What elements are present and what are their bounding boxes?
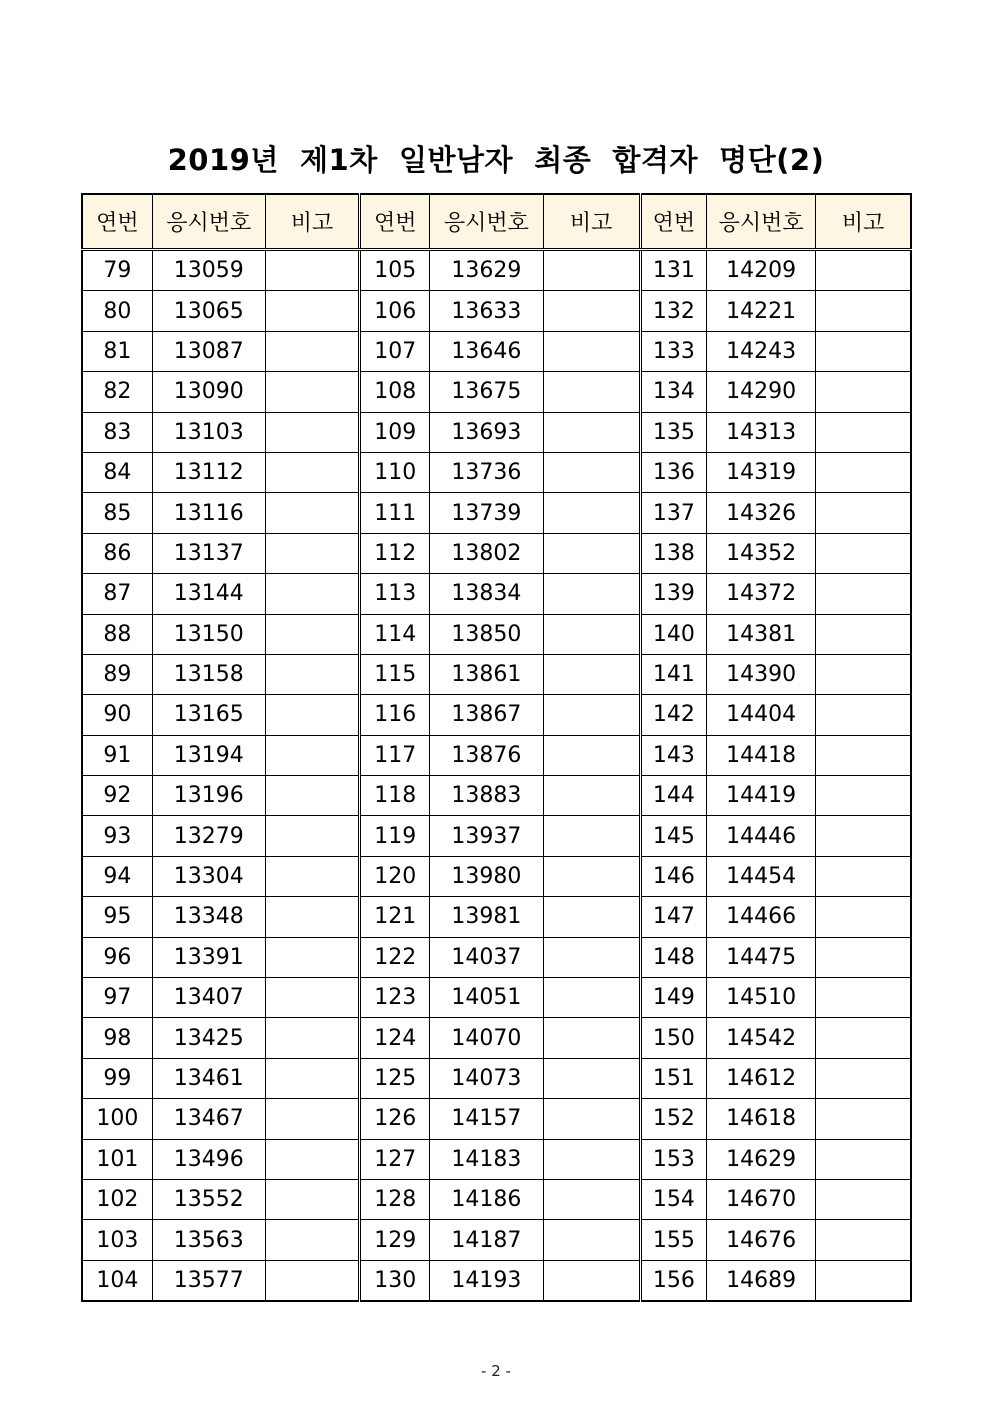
exam-number-cell: 14475 xyxy=(706,937,815,977)
serial-number-cell: 92 xyxy=(82,776,152,816)
table-row xyxy=(82,1018,911,1058)
exam-number-cell: 13103 xyxy=(152,412,265,452)
serial-number-cell: 118 xyxy=(360,776,430,816)
serial-number-cell: 155 xyxy=(640,1220,706,1260)
serial-number-cell: 140 xyxy=(640,614,706,654)
serial-number-cell: 141 xyxy=(640,654,706,694)
exam-number-cell: 13577 xyxy=(152,1260,265,1301)
serial-number-cell: 114 xyxy=(360,614,430,654)
exam-number-cell: 14183 xyxy=(430,1139,543,1179)
exam-number-cell: 13552 xyxy=(152,1179,265,1219)
serial-number-cell: 144 xyxy=(640,776,706,816)
exam-number-cell: 14243 xyxy=(706,331,815,371)
exam-number-cell: 14446 xyxy=(706,816,815,856)
remark-cell xyxy=(265,735,359,775)
exam-number-cell: 14313 xyxy=(706,412,815,452)
exam-number-cell: 13158 xyxy=(152,654,265,694)
remark-cell xyxy=(816,574,911,614)
exam-number-cell: 14510 xyxy=(706,978,815,1018)
remark-cell xyxy=(543,897,640,937)
serial-number-cell: 107 xyxy=(360,331,430,371)
table-row xyxy=(82,978,911,1018)
serial-number-cell: 132 xyxy=(640,291,706,331)
serial-number-cell: 123 xyxy=(360,978,430,1018)
exam-number-cell: 14676 xyxy=(706,1220,815,1260)
exam-number-cell: 14186 xyxy=(430,1179,543,1219)
remark-cell xyxy=(543,735,640,775)
header-no: 연번 xyxy=(640,194,706,250)
remark-cell xyxy=(543,937,640,977)
serial-number-cell: 105 xyxy=(360,250,430,291)
exam-number-cell: 13196 xyxy=(152,776,265,816)
table-row xyxy=(82,695,911,735)
exam-number-cell: 14612 xyxy=(706,1058,815,1098)
exam-number-cell: 13981 xyxy=(430,897,543,937)
exam-number-cell: 13112 xyxy=(152,452,265,492)
remark-cell xyxy=(265,250,359,291)
remark-cell xyxy=(816,816,911,856)
serial-number-cell: 143 xyxy=(640,735,706,775)
table-row xyxy=(82,574,911,614)
exam-number-cell: 14290 xyxy=(706,372,815,412)
serial-number-cell: 121 xyxy=(360,897,430,937)
remark-cell xyxy=(543,614,640,654)
exam-number-cell: 13144 xyxy=(152,574,265,614)
page-title: 2019년 제1차 일반남자 최종 합격자 명단(2) xyxy=(167,143,825,177)
exam-number-cell: 13675 xyxy=(430,372,543,412)
remark-cell xyxy=(816,1099,911,1139)
serial-number-cell: 99 xyxy=(82,1058,152,1098)
serial-number-cell: 152 xyxy=(640,1099,706,1139)
serial-number-cell: 122 xyxy=(360,937,430,977)
exam-number-cell: 13496 xyxy=(152,1139,265,1179)
exam-number-cell: 14326 xyxy=(706,493,815,533)
exam-number-cell: 13802 xyxy=(430,533,543,573)
serial-number-cell: 117 xyxy=(360,735,430,775)
remark-cell xyxy=(265,452,359,492)
remark-cell xyxy=(543,856,640,896)
exam-number-cell: 14542 xyxy=(706,1018,815,1058)
table-row xyxy=(82,533,911,573)
remark-cell xyxy=(265,1260,359,1301)
exam-number-cell: 13867 xyxy=(430,695,543,735)
remark-cell xyxy=(816,654,911,694)
header-no: 연번 xyxy=(82,194,152,250)
serial-number-cell: 93 xyxy=(82,816,152,856)
serial-number-cell: 106 xyxy=(360,291,430,331)
remark-cell xyxy=(816,978,911,1018)
table-row xyxy=(82,654,911,694)
remark-cell xyxy=(543,574,640,614)
serial-number-cell: 88 xyxy=(82,614,152,654)
serial-number-cell: 128 xyxy=(360,1179,430,1219)
remark-cell xyxy=(816,897,911,937)
serial-number-cell: 139 xyxy=(640,574,706,614)
serial-number-cell: 126 xyxy=(360,1099,430,1139)
remark-cell xyxy=(816,937,911,977)
remark-cell xyxy=(543,1220,640,1260)
remark-cell xyxy=(265,291,359,331)
exam-number-cell: 14051 xyxy=(430,978,543,1018)
exam-number-cell: 14193 xyxy=(430,1260,543,1301)
remark-cell xyxy=(265,856,359,896)
serial-number-cell: 145 xyxy=(640,816,706,856)
serial-number-cell: 153 xyxy=(640,1139,706,1179)
exam-number-cell: 13065 xyxy=(152,291,265,331)
remark-cell xyxy=(265,1099,359,1139)
remark-cell xyxy=(543,695,640,735)
serial-number-cell: 84 xyxy=(82,452,152,492)
remark-cell xyxy=(265,372,359,412)
exam-number-cell: 13739 xyxy=(430,493,543,533)
remark-cell xyxy=(543,372,640,412)
remark-cell xyxy=(265,654,359,694)
exam-number-cell: 13116 xyxy=(152,493,265,533)
roster-body xyxy=(82,250,911,1302)
remark-cell xyxy=(816,614,911,654)
remark-cell xyxy=(543,654,640,694)
serial-number-cell: 137 xyxy=(640,493,706,533)
remark-cell xyxy=(265,1179,359,1219)
serial-number-cell: 125 xyxy=(360,1058,430,1098)
exam-number-cell: 13059 xyxy=(152,250,265,291)
exam-number-cell: 14670 xyxy=(706,1179,815,1219)
remark-cell xyxy=(816,372,911,412)
table-row xyxy=(82,816,911,856)
table-row xyxy=(82,937,911,977)
remark-cell xyxy=(265,1139,359,1179)
serial-number-cell: 142 xyxy=(640,695,706,735)
remark-cell xyxy=(265,331,359,371)
exam-number-cell: 13407 xyxy=(152,978,265,1018)
remark-cell xyxy=(265,493,359,533)
exam-number-cell: 13137 xyxy=(152,533,265,573)
remark-cell xyxy=(543,493,640,533)
serial-number-cell: 138 xyxy=(640,533,706,573)
remark-cell xyxy=(543,412,640,452)
serial-number-cell: 154 xyxy=(640,1179,706,1219)
exam-number-cell: 13850 xyxy=(430,614,543,654)
table-row xyxy=(82,250,911,291)
remark-cell xyxy=(543,816,640,856)
exam-number-cell: 14319 xyxy=(706,452,815,492)
table-row xyxy=(82,331,911,371)
remark-cell xyxy=(265,1018,359,1058)
remark-cell xyxy=(543,250,640,291)
serial-number-cell: 85 xyxy=(82,493,152,533)
serial-number-cell: 129 xyxy=(360,1220,430,1260)
exam-number-cell: 13629 xyxy=(430,250,543,291)
exam-number-cell: 13736 xyxy=(430,452,543,492)
serial-number-cell: 130 xyxy=(360,1260,430,1301)
serial-number-cell: 102 xyxy=(82,1179,152,1219)
table-row xyxy=(82,1179,911,1219)
serial-number-cell: 80 xyxy=(82,291,152,331)
remark-cell xyxy=(816,412,911,452)
exam-number-cell: 14037 xyxy=(430,937,543,977)
remark-cell xyxy=(816,291,911,331)
serial-number-cell: 146 xyxy=(640,856,706,896)
serial-number-cell: 79 xyxy=(82,250,152,291)
remark-cell xyxy=(265,412,359,452)
page-number: - 2 - xyxy=(481,1362,511,1380)
serial-number-cell: 82 xyxy=(82,372,152,412)
remark-cell xyxy=(265,978,359,1018)
serial-number-cell: 148 xyxy=(640,937,706,977)
remark-cell xyxy=(816,1260,911,1301)
header-no: 연번 xyxy=(360,194,430,250)
serial-number-cell: 112 xyxy=(360,533,430,573)
header-exam-number: 응시번호 xyxy=(430,194,543,250)
serial-number-cell: 151 xyxy=(640,1058,706,1098)
table-row xyxy=(82,291,911,331)
exam-number-cell: 13425 xyxy=(152,1018,265,1058)
exam-number-cell: 14157 xyxy=(430,1099,543,1139)
remark-cell xyxy=(265,614,359,654)
exam-number-cell: 14372 xyxy=(706,574,815,614)
exam-number-cell: 14419 xyxy=(706,776,815,816)
serial-number-cell: 116 xyxy=(360,695,430,735)
exam-number-cell: 13090 xyxy=(152,372,265,412)
exam-number-cell: 14618 xyxy=(706,1099,815,1139)
exam-number-cell: 14689 xyxy=(706,1260,815,1301)
exam-number-cell: 14352 xyxy=(706,533,815,573)
remark-cell xyxy=(543,1139,640,1179)
serial-number-cell: 103 xyxy=(82,1220,152,1260)
serial-number-cell: 136 xyxy=(640,452,706,492)
exam-number-cell: 13087 xyxy=(152,331,265,371)
exam-number-cell: 13194 xyxy=(152,735,265,775)
table-row xyxy=(82,1139,911,1179)
table-row xyxy=(82,735,911,775)
table-row xyxy=(82,1220,911,1260)
serial-number-cell: 127 xyxy=(360,1139,430,1179)
serial-number-cell: 134 xyxy=(640,372,706,412)
remark-cell xyxy=(265,816,359,856)
serial-number-cell: 111 xyxy=(360,493,430,533)
remark-cell xyxy=(265,574,359,614)
remark-cell xyxy=(543,978,640,1018)
table-row xyxy=(82,1260,911,1301)
serial-number-cell: 133 xyxy=(640,331,706,371)
serial-number-cell: 120 xyxy=(360,856,430,896)
serial-number-cell: 149 xyxy=(640,978,706,1018)
exam-number-cell: 14404 xyxy=(706,695,815,735)
remark-cell xyxy=(816,776,911,816)
exam-number-cell: 13304 xyxy=(152,856,265,896)
table-row xyxy=(82,856,911,896)
exam-number-cell: 13563 xyxy=(152,1220,265,1260)
serial-number-cell: 81 xyxy=(82,331,152,371)
remark-cell xyxy=(543,452,640,492)
exam-number-cell: 13391 xyxy=(152,937,265,977)
exam-number-cell: 13646 xyxy=(430,331,543,371)
serial-number-cell: 95 xyxy=(82,897,152,937)
serial-number-cell: 96 xyxy=(82,937,152,977)
remark-cell xyxy=(816,452,911,492)
serial-number-cell: 94 xyxy=(82,856,152,896)
remark-cell xyxy=(543,1018,640,1058)
table-row xyxy=(82,776,911,816)
table-row xyxy=(82,897,911,937)
header-remark: 비고 xyxy=(265,194,359,250)
remark-cell xyxy=(816,1018,911,1058)
table-row xyxy=(82,1099,911,1139)
exam-number-cell: 14221 xyxy=(706,291,815,331)
serial-number-cell: 101 xyxy=(82,1139,152,1179)
header-row xyxy=(82,194,911,250)
remark-cell xyxy=(265,776,359,816)
exam-number-cell: 14418 xyxy=(706,735,815,775)
remark-cell xyxy=(816,331,911,371)
serial-number-cell: 109 xyxy=(360,412,430,452)
serial-number-cell: 115 xyxy=(360,654,430,694)
exam-number-cell: 13980 xyxy=(430,856,543,896)
exam-number-cell: 14381 xyxy=(706,614,815,654)
exam-number-cell: 13150 xyxy=(152,614,265,654)
remark-cell xyxy=(543,1260,640,1301)
remark-cell xyxy=(265,533,359,573)
remark-cell xyxy=(816,856,911,896)
remark-cell xyxy=(816,1139,911,1179)
remark-cell xyxy=(816,250,911,291)
serial-number-cell: 124 xyxy=(360,1018,430,1058)
table-row xyxy=(82,412,911,452)
exam-number-cell: 14454 xyxy=(706,856,815,896)
serial-number-cell: 86 xyxy=(82,533,152,573)
exam-number-cell: 13937 xyxy=(430,816,543,856)
remark-cell xyxy=(265,695,359,735)
remark-cell xyxy=(265,897,359,937)
header-remark: 비고 xyxy=(543,194,640,250)
serial-number-cell: 90 xyxy=(82,695,152,735)
exam-number-cell: 14390 xyxy=(706,654,815,694)
remark-cell xyxy=(816,1220,911,1260)
header-exam-number: 응시번호 xyxy=(152,194,265,250)
exam-number-cell: 13165 xyxy=(152,695,265,735)
serial-number-cell: 100 xyxy=(82,1099,152,1139)
exam-number-cell: 14073 xyxy=(430,1058,543,1098)
exam-number-cell: 14209 xyxy=(706,250,815,291)
exam-number-cell: 13279 xyxy=(152,816,265,856)
remark-cell xyxy=(543,1099,640,1139)
remark-cell xyxy=(543,533,640,573)
table-row xyxy=(82,372,911,412)
serial-number-cell: 91 xyxy=(82,735,152,775)
exam-number-cell: 13834 xyxy=(430,574,543,614)
exam-number-cell: 14629 xyxy=(706,1139,815,1179)
remark-cell xyxy=(543,291,640,331)
remark-cell xyxy=(265,937,359,977)
exam-number-cell: 13633 xyxy=(430,291,543,331)
serial-number-cell: 97 xyxy=(82,978,152,1018)
header-exam-number: 응시번호 xyxy=(706,194,815,250)
exam-number-cell: 13861 xyxy=(430,654,543,694)
remark-cell xyxy=(265,1058,359,1098)
exam-number-cell: 13883 xyxy=(430,776,543,816)
serial-number-cell: 156 xyxy=(640,1260,706,1301)
serial-number-cell: 147 xyxy=(640,897,706,937)
remark-cell xyxy=(543,1179,640,1219)
serial-number-cell: 87 xyxy=(82,574,152,614)
remark-cell xyxy=(816,735,911,775)
table-row xyxy=(82,1058,911,1098)
roster-table xyxy=(81,193,912,1302)
remark-cell xyxy=(816,533,911,573)
remark-cell xyxy=(816,493,911,533)
header-remark: 비고 xyxy=(816,194,911,250)
serial-number-cell: 98 xyxy=(82,1018,152,1058)
serial-number-cell: 131 xyxy=(640,250,706,291)
exam-number-cell: 13467 xyxy=(152,1099,265,1139)
remark-cell xyxy=(816,695,911,735)
remark-cell xyxy=(816,1058,911,1098)
serial-number-cell: 83 xyxy=(82,412,152,452)
table-row xyxy=(82,493,911,533)
table-row xyxy=(82,614,911,654)
serial-number-cell: 150 xyxy=(640,1018,706,1058)
remark-cell xyxy=(265,1220,359,1260)
remark-cell xyxy=(543,331,640,371)
serial-number-cell: 135 xyxy=(640,412,706,452)
serial-number-cell: 113 xyxy=(360,574,430,614)
exam-number-cell: 13461 xyxy=(152,1058,265,1098)
serial-number-cell: 89 xyxy=(82,654,152,694)
exam-number-cell: 13693 xyxy=(430,412,543,452)
serial-number-cell: 110 xyxy=(360,452,430,492)
remark-cell xyxy=(543,776,640,816)
exam-number-cell: 14187 xyxy=(430,1220,543,1260)
exam-number-cell: 13876 xyxy=(430,735,543,775)
serial-number-cell: 104 xyxy=(82,1260,152,1301)
serial-number-cell: 108 xyxy=(360,372,430,412)
exam-number-cell: 14466 xyxy=(706,897,815,937)
exam-number-cell: 14070 xyxy=(430,1018,543,1058)
serial-number-cell: 119 xyxy=(360,816,430,856)
remark-cell xyxy=(543,1058,640,1098)
remark-cell xyxy=(816,1179,911,1219)
exam-number-cell: 13348 xyxy=(152,897,265,937)
table-row xyxy=(82,452,911,492)
